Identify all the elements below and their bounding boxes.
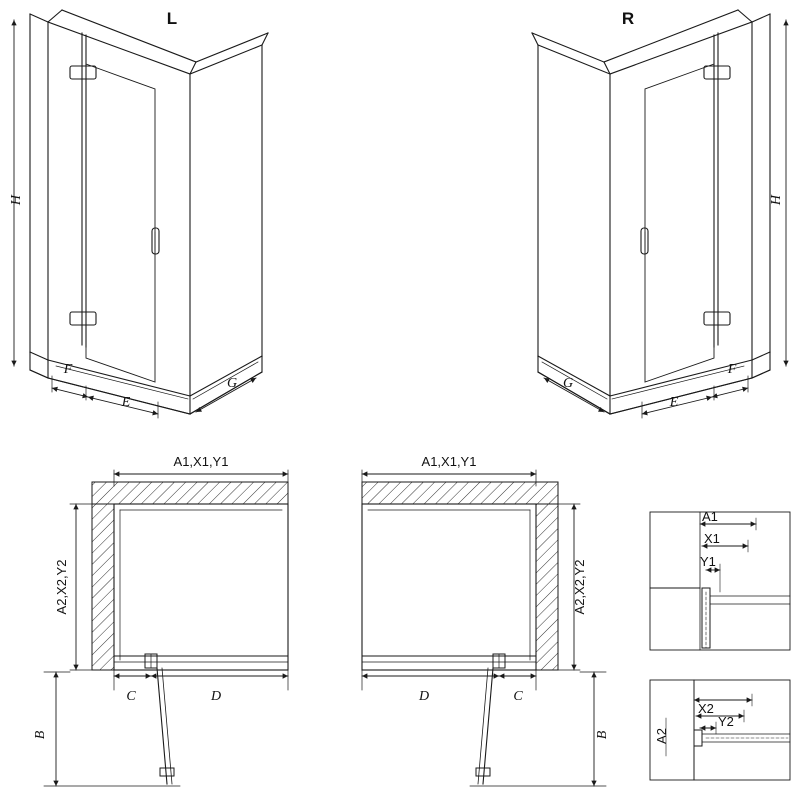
label-g-left: G [226,376,238,391]
label-x1-detail: X1 [704,531,720,546]
iso-view-right [532,10,786,418]
label-a1x1y1-right: A1,X1,Y1 [421,454,477,469]
label-left-variant: L [166,9,178,28]
label-d-left: D [210,689,222,704]
label-y1-detail: Y1 [700,554,716,569]
plan-view-right [362,470,606,786]
label-y2-detail: Y2 [718,714,734,729]
label-f-right: F [727,362,737,377]
label-f-left: F [63,362,73,377]
label-c-left: C [126,689,136,704]
label-a2-detail: A2 [654,728,669,744]
label-h-right: H [769,194,784,206]
label-c-right: C [513,689,523,704]
plan-view-left [44,470,288,786]
iso-view-left [14,10,268,418]
label-a1x1y1-left: A1,X1,Y1 [173,454,229,469]
label-e-left: E [121,395,131,410]
label-e-right: E [669,395,679,410]
label-g-right: G [562,376,574,391]
label-b-right: B [595,730,610,740]
label-h-left: H [9,194,24,206]
label-d-right: D [418,689,430,704]
detail-a1-x1-y1 [650,512,790,650]
label-a2x2y2-left: A2,X2,Y2 [54,559,69,615]
label-a2x2y2-right: A2,X2,Y2 [572,559,587,615]
label-a1-detail: A1 [702,509,718,524]
label-right-variant: R [621,9,635,28]
label-b-left: B [33,730,48,740]
label-x2-detail: X2 [698,701,714,716]
detail-a2-x2-y2 [650,680,790,780]
